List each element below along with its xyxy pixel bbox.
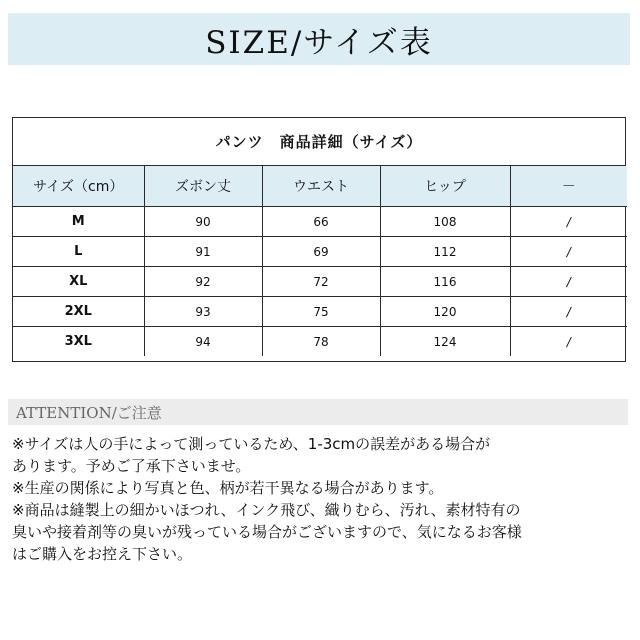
empty-cell: / <box>510 327 627 357</box>
attention-notes <box>12 433 632 565</box>
note-line: ※サイズは人の手によって測っているため、1-3cmの誤差がある場合が <box>12 435 491 453</box>
length-cell: 90 <box>144 207 262 237</box>
length-cell: 94 <box>144 327 262 357</box>
note-line: ※商品は縫製上の細かいほつれ、インク飛び、織りむら、汚れ、素材特有の <box>12 501 521 519</box>
table-header-row <box>13 166 627 207</box>
empty-cell: / <box>510 267 627 297</box>
hip-cell: 124 <box>380 327 510 357</box>
note-line: はご購入をお控え下さい。 <box>12 545 193 563</box>
attention-bar <box>8 399 628 425</box>
table-row <box>13 267 627 297</box>
note-line: 臭いや接着剤等の臭いが残っている場合がございますので、気になるお客様 <box>12 523 522 541</box>
column-header-size: サイズ（cm） <box>13 166 144 207</box>
title-banner <box>8 13 630 65</box>
column-header-dash: － <box>510 166 627 207</box>
waist-cell: 75 <box>262 297 380 327</box>
empty-cell: / <box>510 207 627 237</box>
table-row <box>13 207 627 237</box>
table-row <box>13 297 627 327</box>
waist-cell: 78 <box>262 327 380 357</box>
waist-cell: 72 <box>262 267 380 297</box>
size-table <box>13 166 627 356</box>
hip-cell: 108 <box>380 207 510 237</box>
hip-cell: 116 <box>380 267 510 297</box>
note-line: ※生産の関係により写真と色、柄が若干異なる場合があります。 <box>12 479 444 497</box>
page-title: SIZE/サイズ表 <box>205 24 433 61</box>
empty-cell: / <box>510 237 627 267</box>
waist-cell: 69 <box>262 237 380 267</box>
size-cell: 2XL <box>13 297 144 327</box>
attention-title: ATTENTION/ご注意 <box>16 403 162 422</box>
size-cell: XL <box>13 267 144 297</box>
table-row <box>13 327 627 357</box>
column-header-length: ズボン丈 <box>144 166 262 207</box>
column-header-hip: ヒップ <box>380 166 510 207</box>
column-header-waist: ウエスト <box>262 166 380 207</box>
size-table-box <box>12 117 626 362</box>
size-cell: L <box>13 237 144 267</box>
waist-cell: 66 <box>262 207 380 237</box>
note-line: あります。予めご了承下さいませ。 <box>12 457 251 475</box>
length-cell: 92 <box>144 267 262 297</box>
empty-cell: / <box>510 297 627 327</box>
table-row <box>13 237 627 267</box>
size-cell: 3XL <box>13 327 144 357</box>
length-cell: 93 <box>144 297 262 327</box>
table-caption: パンツ 商品詳細（サイズ） <box>13 118 625 166</box>
length-cell: 91 <box>144 237 262 267</box>
hip-cell: 112 <box>380 237 510 267</box>
size-cell: M <box>13 207 144 237</box>
hip-cell: 120 <box>380 297 510 327</box>
